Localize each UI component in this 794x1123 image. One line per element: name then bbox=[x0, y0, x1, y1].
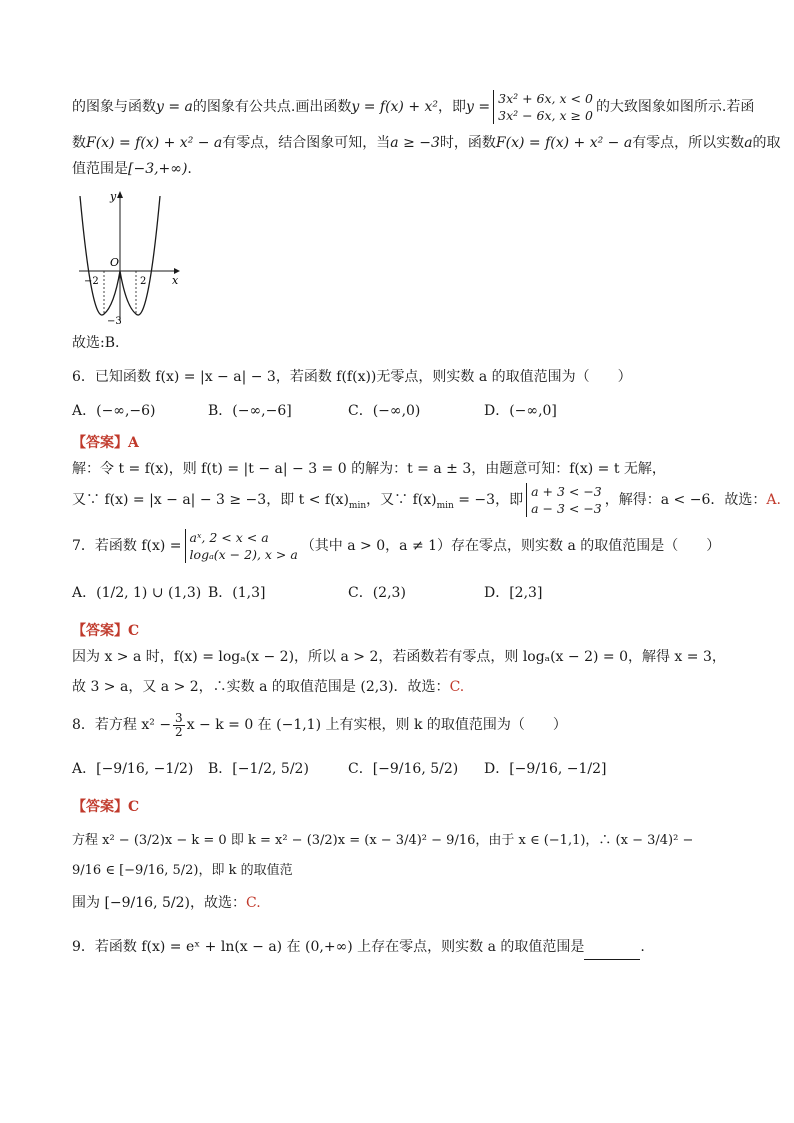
q6-stem: 6．已知函数 f(x) = |x − a| − 3，若函数 f(f(x))无零点，则实数 a 的取值范围为（ ） bbox=[72, 369, 632, 385]
text: 的大致图象如图所示.若函 bbox=[595, 99, 755, 115]
text: 时，函数 bbox=[439, 135, 496, 151]
q6-solution-1: 解：令 t = f(x)，则 f(t) = |t − a| − 3 = 0 的解为：t = a ± 3，由题意可知：f(x) = t 无解， bbox=[72, 461, 666, 477]
intro-line-3 bbox=[72, 156, 722, 182]
text: . bbox=[640, 939, 645, 955]
text: 9．若函数 f(x) = eˣ + ln(x − a) 在 (0,+∞) 上存在零点，则实数 a 的取值范围是 bbox=[72, 939, 585, 955]
q7-solution-2 bbox=[72, 674, 722, 700]
q8-answer: 【答案】C bbox=[72, 799, 140, 815]
math: y = f(x) + x² bbox=[351, 99, 439, 115]
text: 围为 [−9/16, 5/2)，故选： bbox=[72, 895, 246, 911]
math: [−3,+∞) bbox=[128, 161, 188, 177]
label-neg3: −3 bbox=[107, 316, 122, 326]
piece-1: aˣ, 2 < x < a bbox=[189, 530, 269, 545]
math: a ≥ −3 bbox=[390, 135, 440, 151]
q7-solution-1: 因为 x > a 时，f(x) = logₐ(x − 2)，所以 a > 2，若函数若有零点，则 logₐ(x − 2) = 0，解得 x = 3， bbox=[72, 649, 726, 665]
q6-solution-2 bbox=[72, 482, 781, 518]
q7-stem bbox=[72, 526, 722, 566]
math: y = bbox=[466, 99, 491, 115]
q7-options bbox=[72, 572, 722, 612]
math: y = a bbox=[156, 99, 193, 115]
answer-blank[interactable] bbox=[584, 945, 640, 960]
text: （其中 a > 0，a ≠ 1）存在零点，则实数 a 的取值范围是（ ） bbox=[300, 538, 721, 554]
text: ，解得：a < −6．故选： bbox=[604, 492, 767, 508]
q5-choice: 故选:B. bbox=[72, 335, 120, 351]
system-1: a + 3 < −3 bbox=[531, 484, 602, 499]
text: 的图象与函数 bbox=[72, 99, 156, 115]
math: a bbox=[744, 135, 753, 151]
q8-options bbox=[72, 748, 722, 788]
q8-stem bbox=[72, 708, 722, 742]
label-pos2: 2 bbox=[140, 276, 147, 287]
q8-solution-1: 方程 x² − (3/2)x − k = 0 即 k = x² − (3/2)x = (x − 3/4)² − 9/16，由于 x ∈ (−1,1)，∴ (x − 3/4)² − 9/16 ∈ [−9/16, 5/2)，即 k 的取值范 bbox=[72, 833, 694, 878]
document-page bbox=[72, 90, 781, 960]
piecewise bbox=[493, 90, 593, 124]
subscript: min bbox=[348, 500, 367, 511]
text: 值范围是 bbox=[72, 161, 128, 177]
label-y: y bbox=[110, 190, 117, 203]
text: x − k = 0 在 (−1,1) 上有实根，则 k 的取值范围为（ ） bbox=[186, 717, 567, 733]
q6-option-d[interactable]: D．(−∞,0] bbox=[484, 403, 557, 419]
subscript: min bbox=[436, 500, 454, 511]
text: 的图象有公共点.画出函数 bbox=[192, 99, 352, 115]
label-x: x bbox=[172, 274, 179, 287]
label-neg2: −2 bbox=[84, 276, 99, 287]
q6-answer: 【答案】A bbox=[72, 435, 139, 451]
q7-answer: 【答案】C bbox=[72, 623, 140, 639]
q6-option-b[interactable]: B．(−∞,−6] bbox=[208, 403, 292, 419]
q7-option-d[interactable]: D．[2,3] bbox=[484, 585, 543, 601]
numerator: 3 bbox=[175, 710, 183, 725]
intro-line-2 bbox=[72, 130, 781, 156]
text: 有零点，结合图象可知，当 bbox=[222, 135, 391, 151]
q6-option-a[interactable]: A．(−∞,−6) bbox=[72, 403, 156, 419]
choice-letter: A. bbox=[766, 492, 781, 508]
text: . bbox=[187, 161, 192, 177]
text: ，即 bbox=[438, 99, 467, 115]
text: 数 bbox=[72, 135, 86, 151]
q8-option-a[interactable]: A．[−9/16, −1/2) bbox=[72, 761, 194, 777]
text: ，又∵ f(x) bbox=[366, 492, 437, 508]
q8-solution-2 bbox=[72, 886, 722, 920]
system bbox=[526, 483, 602, 517]
piece-2: logₐ(x − 2), x > a bbox=[189, 547, 298, 562]
fraction bbox=[173, 712, 185, 739]
q8-option-b[interactable]: B．[−1/2, 5/2) bbox=[208, 761, 309, 777]
math: F(x) = f(x) + x² − a bbox=[495, 135, 633, 151]
text: 有零点，所以实数 bbox=[632, 135, 745, 151]
q6-options bbox=[72, 396, 722, 424]
math: F(x) = f(x) + x² − a bbox=[86, 135, 223, 151]
text: 7．若函数 f(x) = bbox=[72, 538, 182, 554]
y-axis-arrow bbox=[117, 191, 123, 198]
q7-option-c[interactable]: C．(2,3) bbox=[348, 585, 406, 601]
function-graph bbox=[74, 186, 184, 326]
text: = −3，即 bbox=[453, 492, 524, 508]
text: 故 3 > a，又 a > 2，∴实数 a 的取值范围是 (2,3)．故选： bbox=[72, 679, 450, 695]
label-origin: O bbox=[110, 256, 120, 269]
q9-stem bbox=[72, 934, 722, 960]
q6-option-c[interactable]: C．(−∞,0) bbox=[348, 403, 421, 419]
text: 又∵ f(x) = |x − a| − 3 ≥ −3，即 t < f(x) bbox=[72, 492, 349, 508]
intro-line-1 bbox=[72, 90, 755, 124]
choice-letter: C. bbox=[449, 679, 465, 695]
q7-option-a[interactable]: A．(1/2, 1) ∪ (1,3) bbox=[72, 585, 202, 601]
q8-option-c[interactable]: C．[−9/16, 5/2) bbox=[348, 761, 459, 777]
text: 的取 bbox=[752, 135, 781, 151]
q7-option-b[interactable]: B．(1,3] bbox=[208, 585, 266, 601]
text: 8．若方程 x² − bbox=[72, 717, 172, 733]
piece-1: 3x² + 6x, x < 0 bbox=[498, 91, 593, 106]
system-2: a − 3 < −3 bbox=[531, 501, 602, 516]
piecewise bbox=[185, 529, 298, 563]
denominator: 2 bbox=[175, 724, 183, 739]
q8-option-d[interactable]: D．[−9/16, −1/2] bbox=[484, 761, 607, 777]
choice-letter: C. bbox=[245, 895, 261, 911]
piece-2: 3x² − 6x, x ≥ 0 bbox=[498, 108, 593, 123]
